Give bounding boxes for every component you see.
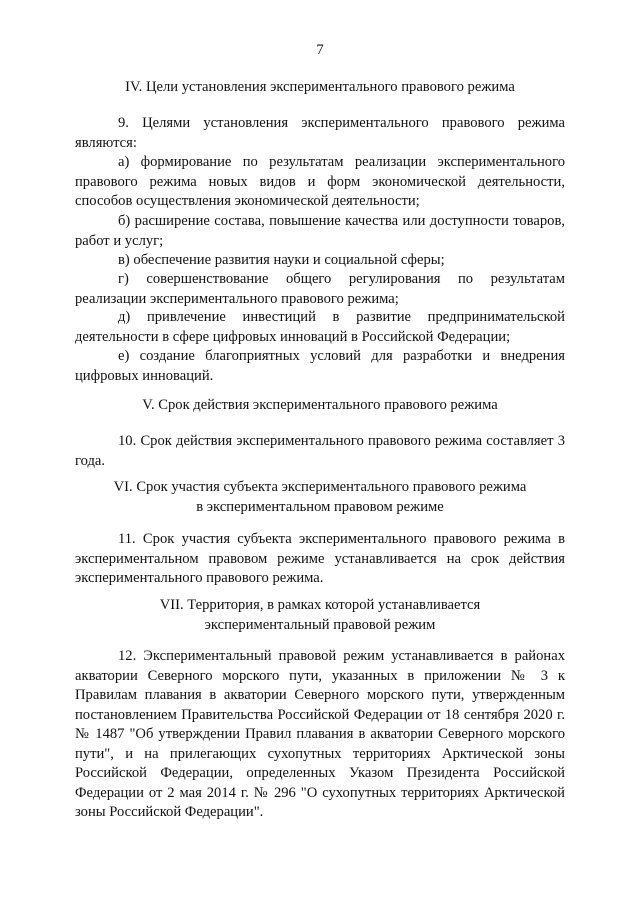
section-6-heading-line-2: в экспериментальном правовом режиме bbox=[196, 498, 444, 515]
list-item-a: а) формирование по результатам реализации экспериментального правового режима новых видов и форм экономической деятельности, способов осуществления экономической деятельности; bbox=[75, 154, 565, 209]
list-item-v: в) обеспечение развития науки и социальной сферы; bbox=[118, 252, 445, 268]
section-4-heading-line: IV. Цели установления экспериментального правового режима bbox=[125, 79, 515, 95]
section-5-heading bbox=[70, 396, 570, 416]
section-7-heading-line-2: экспериментальный правовой режим bbox=[204, 616, 436, 633]
section-7-heading-line-1: VII. Территория, в рамках которой устанавливается bbox=[159, 597, 481, 613]
section-5-heading-line: V. Срок действия экспериментального правового режима bbox=[142, 397, 498, 413]
section-6-heading-line-1: VI. Срок участия субъекта экспериментального правового режима bbox=[113, 479, 527, 495]
list-item-b: б) расширение состава, повышение качества или доступности товаров, работ и услуг; bbox=[75, 213, 565, 249]
section-6-heading bbox=[70, 478, 570, 517]
list-item-d: д) привлечение инвестиций в развитие предпринимательской деятельности в сфере цифровых инноваций в Российской Федерации; bbox=[75, 309, 565, 345]
section-7-heading bbox=[70, 596, 570, 635]
paragraph-9: 9. Целями установления экспериментального правового режима являются: bbox=[75, 115, 565, 151]
list-item-e: е) создание благоприятных условий для разработки и внедрения цифровых инноваций. bbox=[75, 348, 565, 384]
list-item-g: г) совершенствование общего регулирования по результатам реализации экспериментального правового режима; bbox=[75, 271, 565, 307]
paragraph-10: 10. Срок действия экспериментального правового режима составляет 3 года. bbox=[75, 433, 565, 469]
paragraph-12: 12. Экспериментальный правовой режим устанавливается в районах акватории Северного морского пути, указанных в приложении № 3 к Правилам плавания в акватории Северного морского пути, утвержденным постановлением Правительства Российской Федерации от 18 сентября 2020 г. № 1487 "Об утверждении Правил плавания в акватории Северного морского пути", и на прилегающих сухопутных территориях Арктической зоны Российской Федерации, определенных Указом Президента Российской Федерации от 2 мая 2014 г. № 296 "О сухопутных территориях Арктической зоны Российской Федерации". bbox=[75, 648, 565, 820]
page-number: 7 bbox=[316, 42, 324, 58]
paragraph-11: 11. Срок участия субъекта экспериментального правового режима в экспериментальном правовом режиме устанавливается на срок действия экспериментального правового режима. bbox=[75, 531, 565, 586]
section-4-heading bbox=[70, 78, 570, 98]
